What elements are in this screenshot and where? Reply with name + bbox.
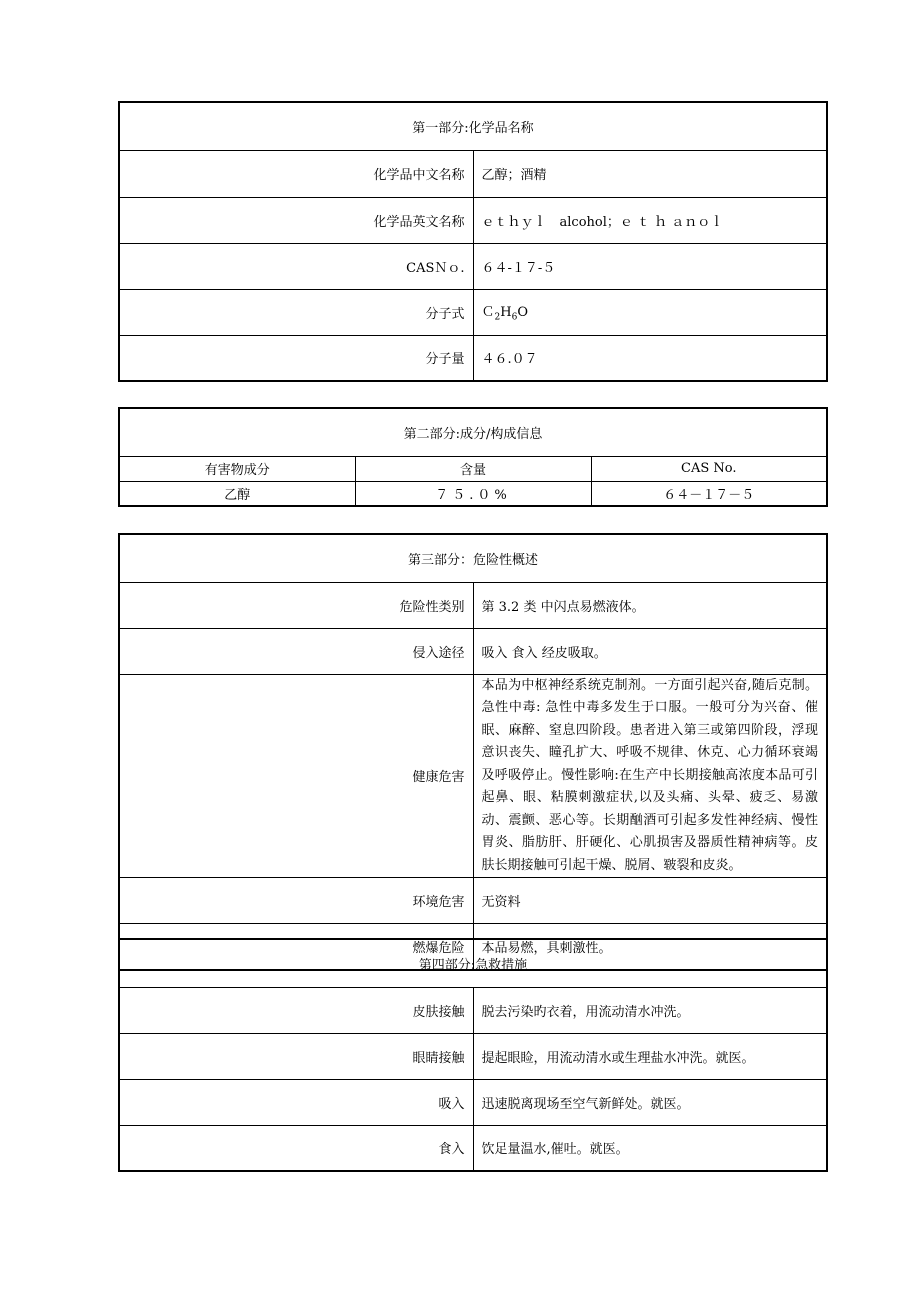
row-value: 脱去污染旳衣着，用流动清水冲洗。 [473,987,827,1033]
section-composition [118,407,828,507]
section-hazards [118,533,828,971]
section-title: 第一部分:化学品名称 [119,102,827,150]
section-chemical-name [118,101,828,382]
row-label: 吸入 [119,1079,473,1125]
row-value: 饮足量温水,催吐。就医。 [473,1125,827,1171]
row-value: 无资料 [473,878,827,924]
section-first-aid [118,938,828,1172]
row-label: 化学品英文名称 [119,197,473,243]
formula-c-count: 2 [494,312,501,323]
row-label: 食入 [119,1125,473,1171]
row-value: 第 3.2 类 中闪点易燃液体。 [473,582,827,628]
formula-h-count: 6 [511,312,518,323]
row-label: 环境危害 [119,878,473,924]
row-label: 眼睛接触 [119,1033,473,1079]
row-label: 分子量 [119,335,473,381]
section-title: 第三部分：危险性概述 [119,534,827,582]
column-header: CAS No. [591,456,827,481]
row-value: 吸入 食入 经皮吸取。 [473,628,827,674]
row-value: 迅速脱离现场至空气新鲜处。就医。 [473,1079,827,1125]
molecular-formula [473,289,827,335]
row-label: 分子式 [119,289,473,335]
row-value: 提起眼睑，用流动清水或生理盐水冲洗。就医。 [473,1033,827,1079]
row-value: ４６.０７ [473,335,827,381]
row-label: 化学品中文名称 [119,150,473,197]
health-hazard-text: 本品为中枢神经系统克制剂。一方面引起兴奋,随后克制。急性中毒: 急性中毒多发生于口服。一般可分为兴奋、催眠、麻醉、窒息四阶段。患者进入第三或第四阶段，浮现意识丧失、瞳孔扩大、呼吸不规律、休克、心力循环衰竭及呼吸停止。慢性影响:在生产中长期接触高浓度本品可引起鼻、眼、粘膜刺激症状,以及头痛、头晕、疲乏、易激动、震颤、恶心等。长期酗酒可引起多发性神经病、慢性胃炎、脂肪肝、肝硬化、心肌损害及器质性精神病等。皮肤长期接触可引起干燥、脱屑、皲裂和皮炎。 [473,674,827,878]
row-label: 皮肤接触 [119,987,473,1033]
table-cell: ７５.０% [355,481,591,506]
row-label: 侵入途径 [119,628,473,674]
formula-c: Ｃ [481,305,495,321]
table-cell: ６４－１７－５ [591,481,827,506]
row-label: 健康危害 [119,674,473,878]
section-title: 第二部分:成分/构成信息 [119,408,827,456]
row-value: 本品易燃，具刺激性。 [473,924,827,970]
table-cell: 乙醇 [119,481,355,506]
row-value: ６４-１７-５ [473,243,827,289]
column-header: 含量 [355,456,591,481]
column-header: 有害物成分 [119,456,355,481]
row-label: CASＮｏ. [119,243,473,289]
formula-h: H [500,305,512,321]
row-label: 燃爆危险 [119,924,473,970]
formula-o: O [517,305,528,321]
row-value: ｅｔｈｙｌ alcohol；ｅ ｔ ｈ ａｎｏｌ [473,197,827,243]
row-label: 危险性类别 [119,582,473,628]
section-title: 第四部分:急救措施 [119,939,827,987]
row-value: 乙醇；酒精 [473,150,827,197]
